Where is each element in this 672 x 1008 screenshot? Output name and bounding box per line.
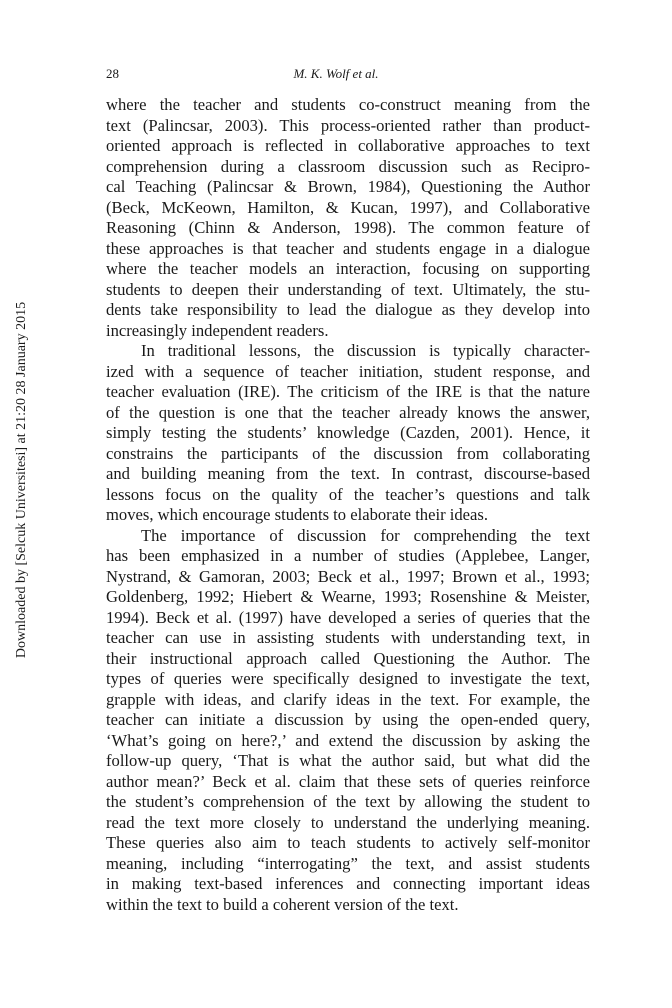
text-line: within the text to build a coherent version of the text. [106,894,459,914]
text-line: Goldenberg, 1992; Hiebert & Wearne, 1993; Rosenshine & Meister, [106,587,590,606]
page-number: 28 [106,66,119,81]
text-line: constrains the participants of the discussion from collaborating [106,443,590,463]
text-line: of the question is one that the teacher already knows the answer, [106,402,590,422]
text-line: author mean?’ Beck et al. claim that these sets of queries reinforce [106,771,590,791]
running-head: M. K. Wolf et al. [293,66,379,81]
text-line: grapple with ideas, and clarify ideas in the text. For example, the [106,689,590,709]
text-line: cal Teaching (Palincsar & Brown, 1984), Questioning the Author [106,177,590,196]
text-line: meaning, including “interrogating” the text, and assist students [106,853,590,873]
download-watermark-text: Downloaded by [Selcuk Universitesi] at 21:20 28 January 2015 [14,301,29,659]
text-line: types of queries were specifically designed to investigate the text, [106,669,590,688]
text-line: has been emphasized in a number of studies (Applebee, Langer, [106,546,590,565]
body-text [106,95,590,915]
text-line: simply testing the students’ knowledge (Cazden, 2001). Hence, it [106,423,590,442]
text-line: where the teacher models an interaction, focusing on supporting [106,259,590,278]
text-line: increasingly independent readers. [106,320,329,340]
text-line: teacher can use in assisting students with understanding text, in [106,628,590,647]
text-line: students to deepen their understanding of text. Ultimately, the stu- [106,279,590,299]
text-line: the student’s comprehension of the text by allowing the student to [106,792,590,811]
text-line: follow-up query, ‘That is what the author said, but what did the [106,751,590,770]
text-line: read the text more closely to understand the underlying meaning. [106,812,590,832]
text-line: Reasoning (Chinn & Anderson, 1998). The common feature of [106,218,590,237]
text-line: lessons focus on the quality of the teacher’s questions and talk [106,484,590,504]
text-line: ized with a sequence of teacher initiation, student response, and [106,361,590,381]
text-line: teacher can initiate a discussion by using the open-ended query, [106,710,590,729]
text-line: ‘What’s going on here?,’ and extend the discussion by asking the [106,730,590,750]
text-line: text (Palincsar, 2003). This process-oriented rather than product- [106,115,590,135]
text-line: 1994). Beck et al. (1997) have developed a series of queries that the [106,607,590,627]
text-line: These queries also aim to teach students to actively self-monitor [106,833,590,852]
text-line: dents take responsibility to lead the dialogue as they develop into [106,300,590,319]
text-line: comprehension during a classroom discussion such as Recipro- [106,156,590,176]
text-line: teacher evaluation (IRE). The criticism of the IRE is that the nature [106,382,590,401]
text-line: Nystrand, & Gamoran, 2003; Beck et al., 1997; Brown et al., 1993; [106,566,590,586]
text-line: where the teacher and students co-construct meaning from the [106,95,590,114]
text-line: (Beck, McKeown, Hamilton, & Kucan, 1997), and Collaborative [106,197,590,217]
text-line: moves, which encourage students to elaborate their ideas. [106,505,488,524]
text-line: in making text-based inferences and connecting important ideas [106,874,590,893]
text-line: The importance of discussion for comprehending the text [141,525,590,545]
text-line: In traditional lessons, the discussion is typically character- [141,341,590,360]
text-line: oriented approach is reflected in collaborative approaches to text [106,136,590,155]
text-line: and building meaning from the text. In contrast, discourse-based [106,464,590,483]
text-line: their instructional approach called Questioning the Author. The [106,648,590,668]
text-line: these approaches is that teacher and students engage in a dialogue [106,238,590,258]
